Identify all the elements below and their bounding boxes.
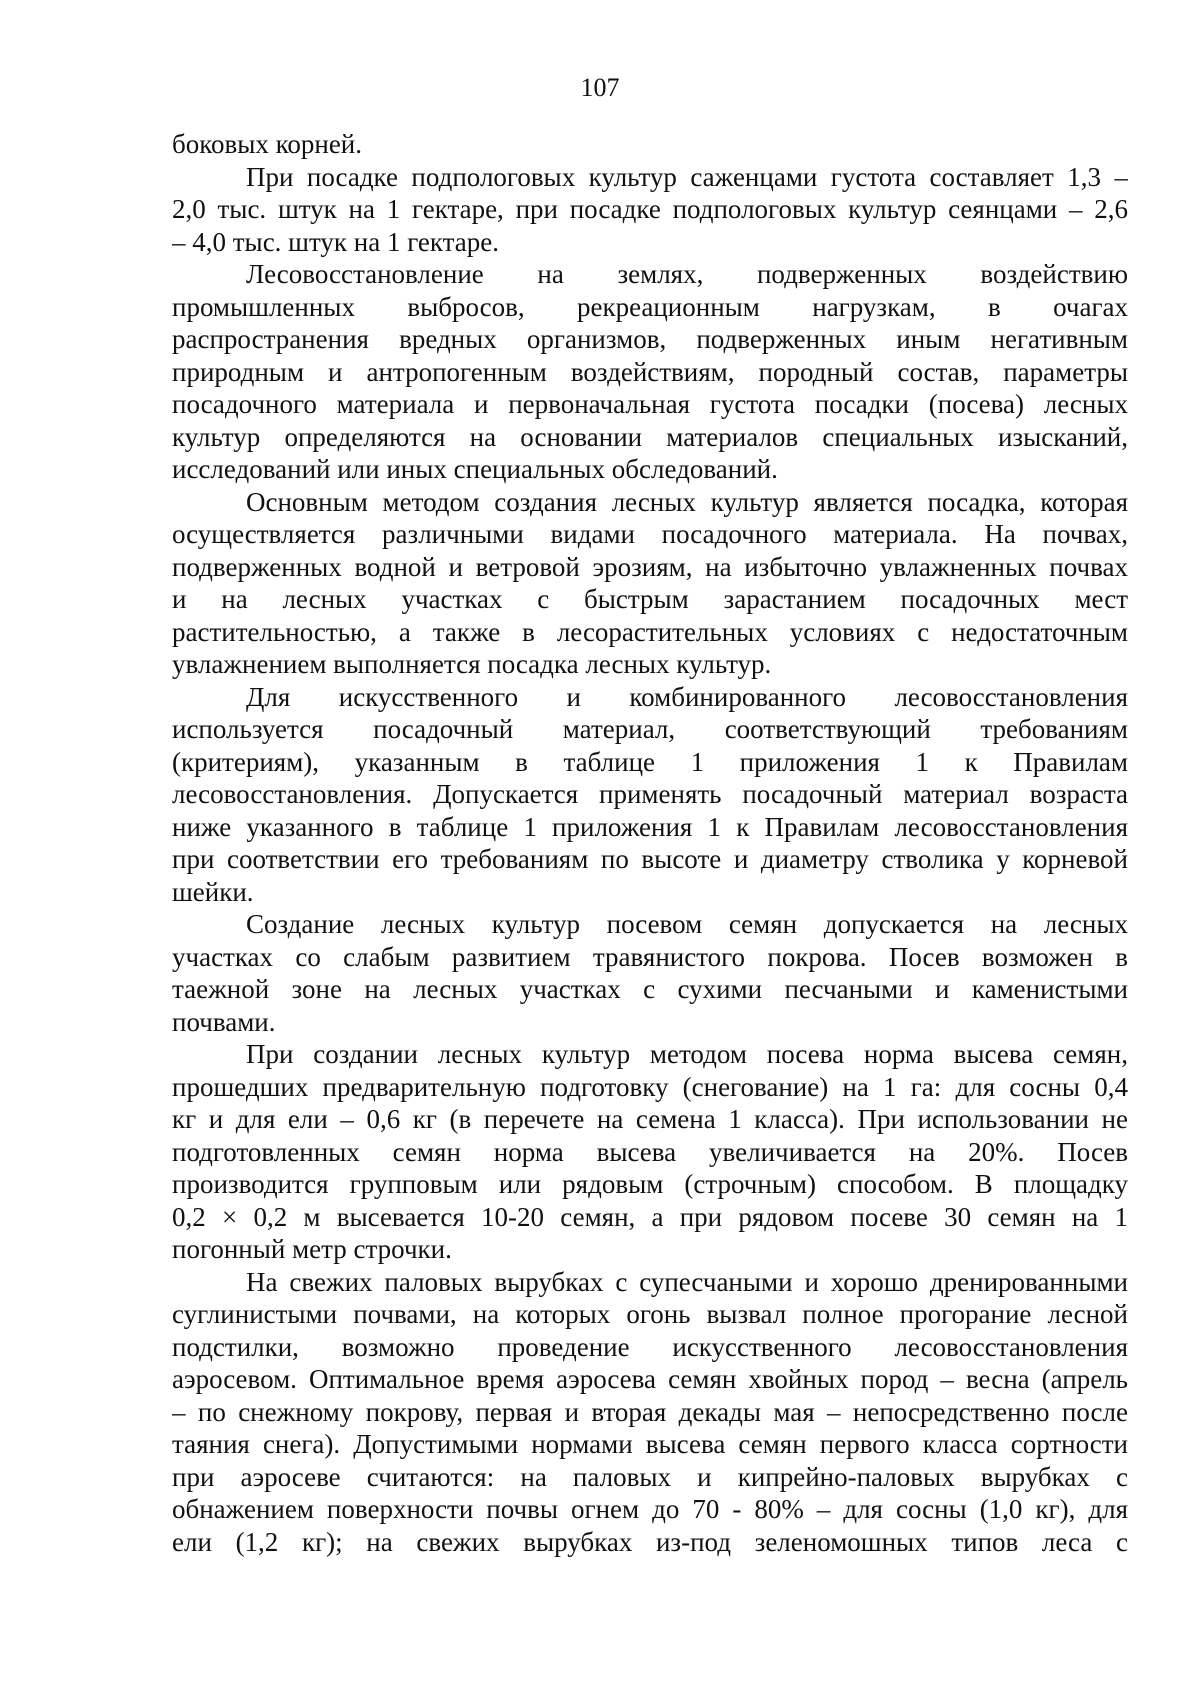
text-line: Для искусственного и комбинированного лесовосстановления (246, 681, 1128, 712)
text-line: Создание лесных культур посевом семян допускается на лесных (246, 909, 1128, 939)
text-line: прошедших предварительную подготовку (снегование) на 1 га: для сосны 0,4 (172, 1071, 1128, 1102)
text-line: используется посадочный материал, соответствующий требованиям (172, 714, 1128, 744)
text-line: боковых корней. (172, 129, 363, 159)
text-line: подверженных водной и ветровой эрозиям, на избыточно увлажненных почвах (172, 551, 1128, 582)
text-line: культур определяются на основании материалов специальных изысканий, (172, 421, 1128, 452)
text-line: таежной зоне на лесных участках с сухими песчаными и каменистыми (172, 974, 1128, 1004)
text-line: подстилки, возможно проведение искусственного лесовосстановления (172, 1331, 1128, 1362)
text-line: аэросевом. Оптимальное время аэросева семян хвойных пород – весна (апрель (172, 1364, 1128, 1394)
text-line: подготовленных семян норма высева увеличивается на 20%. Посев (172, 1136, 1128, 1167)
text-line: При посадке подпологовых культур саженцами густота составляет 1,3 – (246, 161, 1128, 192)
text-line: лесовосстановления. Допускается применять посадочный материал возраста (172, 779, 1128, 809)
text-line: производится групповым или рядовым (строчным) способом. В площадку (172, 1169, 1128, 1199)
text-line: исследований или иных специальных обследований. (172, 454, 778, 484)
text-line: ниже указанного в таблице 1 приложения 1 к Правилам лесовосстановления (172, 811, 1128, 842)
text-line: увлажнением выполняется посадка лесных культур. (172, 649, 772, 679)
text-line: природным и антропогенным воздействиям, породный состав, параметры (172, 356, 1128, 387)
text-line: растительностью, а также в лесорастительных условиях с недостаточным (172, 616, 1128, 647)
text-line: посадочного материала и первоначальная густота посадки (посева) лесных (172, 389, 1128, 419)
text-line: Лесовосстановление на землях, подверженных воздействию (246, 259, 1128, 289)
text-line: промышленных выбросов, рекреационным нагрузкам, в очагах (172, 291, 1128, 322)
text-line: На свежих паловых вырубках с супесчаными и хорошо дренированными (246, 1266, 1128, 1297)
text-line: обнажением поверхности почвы огнем до 70 - 80% – для сосны (1,0 кг), для (172, 1494, 1128, 1524)
text-line: кг и для ели – 0,6 кг (в перечете на семена 1 класса). При использовании не (172, 1104, 1128, 1134)
text-line: ели (1,2 кг); на свежих вырубках из-под зеленомошных типов леса с (172, 1526, 1128, 1557)
text-line: – 4,0 тыс. штук на 1 гектаре. (172, 226, 500, 257)
page-number: 107 (580, 73, 620, 102)
text-line: погонный метр строчки. (172, 1234, 452, 1264)
text-line: почвами. (172, 1006, 276, 1037)
text-line: участках со слабым развитием травянистого покрова. Посев возможен в (172, 941, 1128, 972)
text-line: 0,2 × 0,2 м высевается 10-20 семян, а при рядовом посеве 30 семян на 1 (172, 1201, 1128, 1232)
text-line: при соответствии его требованиям по высоте и диаметру стволика у корневой (172, 844, 1128, 874)
text-line: При создании лесных культур методом посева норма высева семян, (246, 1039, 1128, 1069)
text-line: (критериям), указанным в таблице 1 приложения 1 к Правилам (172, 746, 1128, 777)
text-line: Основным методом создания лесных культур является посадка, которая (246, 486, 1128, 517)
text-line: 2,0 тыс. штук на 1 гектаре, при посадке подпологовых культур сеянцами – 2,6 (172, 194, 1128, 224)
text-line: распространения вредных организмов, подверженных иным негативным (172, 324, 1128, 354)
text-line: шейки. (172, 876, 254, 907)
text-line: при аэросеве считаются: на паловых и кипрейно-паловых вырубках с (172, 1461, 1128, 1492)
text-line: – по снежному покрову, первая и вторая декады мая – непосредственно после (172, 1396, 1128, 1427)
text-line: таяния снега). Допустимыми нормами высева семян первого класса сортности (172, 1429, 1128, 1459)
body-text (172, 128, 1128, 1558)
text-line: суглинистыми почвами, на которых огонь вызвал полное прогорание лесной (172, 1299, 1128, 1329)
text-line: и на лесных участках с быстрым зарастанием посадочных мест (172, 584, 1128, 614)
text-line: осуществляется различными видами посадочного материала. На почвах, (172, 519, 1128, 549)
